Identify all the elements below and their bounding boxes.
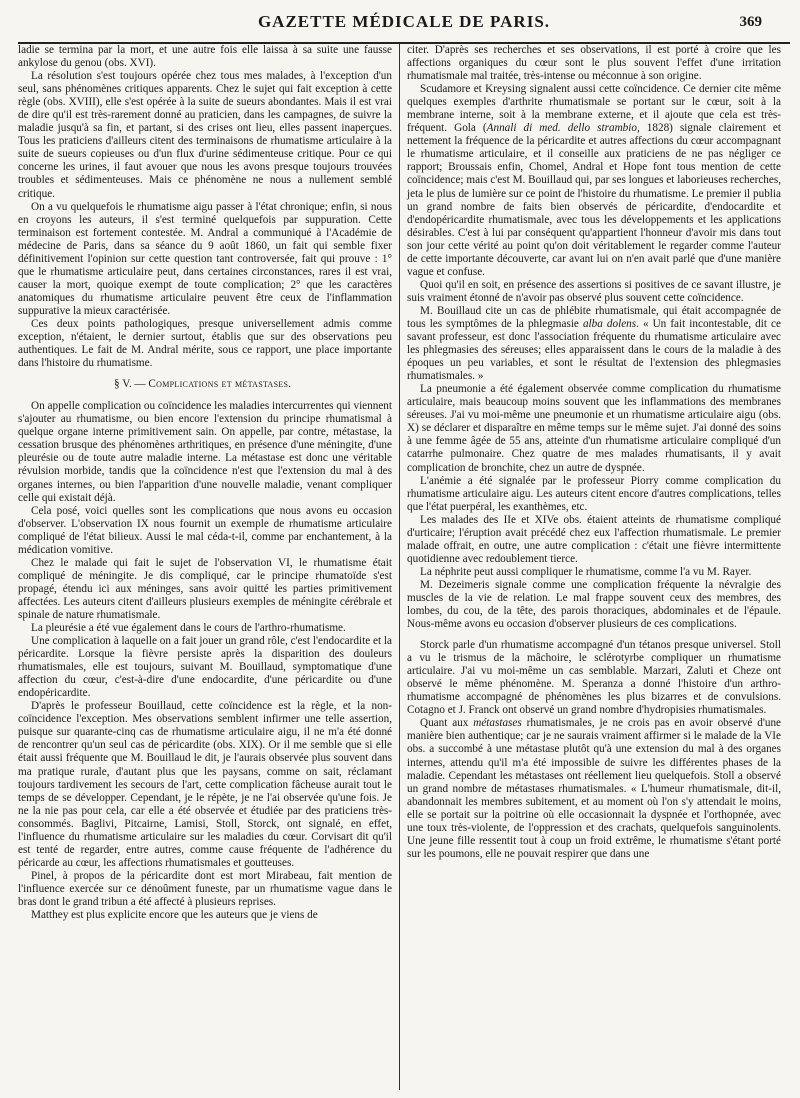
text-run: . « Un fait incontestable, dit ce savant professeur, est donc l'association fréquente du rhumatisme articulaire avec les phlegmasies des séreuses; elles apparaissent dans le cours de la maladie à des époques un peu variables, et sont le résultat de l'extension des phlegmasies rhumatismales. »: [407, 317, 781, 383]
section-title: Complications et métastases.: [148, 378, 292, 391]
page-number: 369: [739, 14, 762, 30]
paragraph: [407, 83, 781, 279]
paragraph: La néphrite peut aussi compliquer le rhumatisme, comme l'a vu M. Rayer.: [420, 565, 752, 578]
paragraph: ladie se termina par la mort, et une autre fois elle laissa à sa suite une fausse ankylose du genou (obs. XVI).: [18, 44, 392, 70]
paragraph: [407, 717, 781, 861]
section-heading: [18, 378, 392, 391]
text-run: , 1828) signale clairement et nettement la fréquence de la péricardite et autres affections du cœur accompagnant le rhumatisme articulaire, et il conseille aux praticiens de ne pas négliger ce rapport; Broussais enfin, Chomel, Andral et Hope font tous mention de cette coïncidence; mais c'est M. Bouillaud qui, par ses longues et laborieuses recherches, jeta le plus de lumière sur ce point de l'histoire du rhumatisme. Le premier il publia un grand nombre de faits bien observés de péricardite, d'endocardite et d'endopéricardite rhumatismale, avec tous les développements et les applications désirables. C'est à lui par conséquent qu'appartient l'honneur d'avoir mis dans tout son jour cette vérité au point qu'on doit véritablement le regarder comme l'auteur de cette importante découverte, car avant lui on n'en avait parlé que d'une manière vague et confuse.: [407, 122, 781, 278]
journal-title: GAZETTE MÉDICALE DE PARIS.: [257, 12, 551, 31]
right-column: [400, 44, 781, 1090]
spacer: [407, 631, 781, 639]
paragraph: La résolution s'est toujours opérée chez tous mes malades, à l'exception d'un seul, sans phénomènes critiques apparents. Chez le sujet qui fait exception à cette règle (obs. XVIII), elle s'est opérée à la suite de sueurs abondantes. Mais il est vrai de dire qu'il est très-rarement donné au praticien, dans les campagnes, de suivre la maladie jusqu'à sa fin, et partant, si des crises ont lieu, elles passent inaperçues. Tous les praticiens d'ailleurs citent des terminaisons de rhumatisme articulaire à la suite de sueurs copieuses ou d'un flux d'urine sédimenteuse critique. Pour ce qui concerne les urines, il faut avouer que nous les avons presque toujours trouvées troubles et sédimenteuses. Mais ce phénomène ne nous a nullement semblé critique.: [18, 70, 392, 200]
text-run: M. Bouillaud cite un cas de phlébite rhumatismale, qui était accompagnée de tous les symptômes de la phlegmasie: [407, 304, 781, 330]
paragraph: Une complication à laquelle on a fait jouer un grand rôle, c'est l'endocardite et la péricardite. Lorsque la fièvre persiste après la disparition des douleurs rhumatismales, elle est toujours, suivant M. Bouillaud, symptomatique d'une affection du cœur, c'est-à-dire d'une endocardite, d'une péricardite ou d'une endopéricardite.: [18, 635, 392, 700]
section-number: § V. —: [114, 378, 149, 391]
paragraph: citer. D'après ses recherches et ses observations, il est porté à croire que les affections organiques du cœur sont le plus souvent l'effet d'une irritation rhumatismale mal traitée, très-intense ou méconnue à son origine.: [407, 44, 781, 83]
paragraph: M. Dezeimeris signale comme une complication fréquente la névralgie des muscles de la vie de relation. Le mal frappe souvent ceux des membres, des lombes, du cou, de la tête, des parois thoraciques, abdominales et de l'épaule. Nous-même avons eu occasion d'observer plusieurs de ces complications.: [407, 578, 781, 631]
paragraph: D'après le professeur Bouillaud, cette coïncidence est la règle, et la non-coïncidence l'exception. Mes observations semblent infirmer une telle assertion, puisque sur quarante-cinq cas de rhumatisme articulaire aigu, il ne m'a été donné de rencontrer qu'un seul cas de péricardite (obs. XIX). Or il me semble que si elle était aussi fréquente que M. Bouillaud le dit, je l'aurais observée plus souvent dans ma pratique rurale, d'autant plus que les paysans, comme on sait, réclamant toujours tardivement les secours de l'art, cette complication fâcheuse aurait tout le temps de se développer. Cependant, je le répète, je ne l'ai observée qu'une fois. Je ne la nie pas pour cela, car elle a été observée et étudiée par des praticiens très-consommés. Baglivi, Pitcairne, Lamisi, Stoll, Storck, ont signalé, en effet, l'influence du rhumatisme articulaire sur les maladies du cœur. Corvisart dit qu'il est tenté de regarder, entre autres, comme cause fréquente de l'adhérence du péricarde au cœur, les affections rhumatismales et goutteuses.: [18, 700, 392, 869]
paragraph: L'anémie a été signalée par le professeur Piorry comme complication du rhumatisme articulaire aigu. Les auteurs citent encore d'autres complications, telles que l'état puerpéral, les exanthèmes, etc.: [407, 474, 781, 513]
paragraph: Storck parle d'un rhumatisme accompagné d'un tétanos presque universel. Stoll a vu le trismus de la mâchoire, le sclérotyrbe compliquer un rhumatisme articulaire. J'ai vu moi-même un cas semblable. Marzari, Zaluti et Cheze ont observé le même phénomène. M. Speranza a donné l'histoire d'un arthro-rhumatisme accompagné de phénomènes les plus bizarres et de convulsions. Cotagno et J. Franck ont observé un grand nombre d'hydropisies rhumatismales.: [407, 639, 781, 717]
paragraph: On a vu quelquefois le rhumatisme aigu passer à l'état chronique; enfin, si nous en croyons les auteurs, il s'est terminé quelquefois par suppuration. Cette terminaison est fortement contestée. M. Andral a communiqué à l'Académie de médecine de Paris, dans sa séance du 9 août 1860, un fait qui semble fixer définitivement l'opinion sur cette question tant controversée, fait qui prouve : 1° que le rhumatisme articulaire peut, dans certaines circonstances, rares il est vrai, causer la mort, quoique exempt de toute complication; 2° que les caractères anatomiques du rhumatisme articulaire peuvent être ceux de l'inflammation suppurative la mieux caractérisée.: [18, 200, 392, 317]
paragraph: Chez le malade qui fait le sujet de l'observation VI, le rhumatisme était compliqué de méningite. Je dis compliqué, car le principe rhumatoïde s'est propagé, étendu ici aux méninges, sans avoir quitté les parties primitivement affectées. Les auteurs citent d'ailleurs plusieurs exemples de méningite cérébrale et spinale de nature rhumatismale.: [18, 556, 392, 621]
paragraph: On appelle complication ou coïncidence les maladies intercurrentes qui viennent s'ajouter au rhumatisme, ou bien encore l'extension du principe rhumatismal à quelque organe interne primitivement sain. On appelle, par contre, métastase, la cessation brusque des phénomènes arthritiques, en présence d'une méningite, d'une pleurésie ou de toute autre maladie interne. La métastase est donc une véritable révulsion morbide, tandis que la coïncidence n'est que l'extension du mal à des organes internes, ou bien l'apparition d'une nouvelle maladie, venant compliquer celle qui existait déjà.: [18, 400, 392, 504]
paragraph: Matthey est plus explicite encore que les auteurs que je viens de: [31, 909, 318, 922]
text-run: rhumatismales, je ne crois pas en avoir observé d'une manière bien authentique; car je ne saurais vraiment affirmer si le malade de la VIe obs. a succombé à une métastase plutôt qu'à une extension du mal à des organes internes, attendu qu'il m'a été impossible de suivre les différentes phases de la maladie. Cependant les métastases ont réellement lieu quelquefois. Stoll a observé un grand nombre de métastases rhumatismales. « L'humeur rhumatismale, dit-il, abandonnait les membres subitement, et au moment où l'on s'y attendait le moins, elle se portait sur la poitrine où elle occasionnait la dyspnée et l'orthopnée, avec une toux très-violente, de l'oppression et des crachats, quelquefois sanguinolents. Une jeune fille ressentit tout à coup un froid extrême, le rhumatisme s'étant porté sur les poumons, elle ne pouvait respirer que dans une: [407, 717, 781, 860]
text-run: Quant aux: [420, 717, 474, 730]
paragraph: Les malades des IIe et XIVe obs. étaient atteints de rhumatisme compliqué d'urticaire; l'éruption avait précédé chez eux l'affection rhumatismale. Le premier malade offrait, en outre, une autre complication : c'était une fièvre intermittente quotidienne avec redoublement tierce.: [407, 513, 781, 565]
text-run: Scudamore et Kreysing signalent aussi cette coïncidence. Ce dernier cite même quelques exemples d'arthrite rhumatismale se portant sur le cœur, soit à la membrane interne, soit à la membrane externe, et il ajoute que cela est très-fréquent. Gola (: [407, 83, 781, 135]
emphasis: métastases: [473, 717, 522, 730]
paragraph: Quoi qu'il en soit, en présence des assertions si positives de ce savant illustre, je suis vraiment étonné de n'avoir pas observé plus souvent cette coïncidence.: [407, 278, 781, 304]
paragraph: La pneumonie a été également observée comme complication du rhumatisme articulaire, mais beaucoup moins souvent que les inflammations des membranes séreuses. J'ai vu moi-même une pneumonie et un rhumatisme articulaire aigu (obs. X) se déclarer et disparaître en même temps sur le même sujet. J'ai donné des soins à une femme âgée de 55 ans, atteinte d'un rhumatisme articulaire compliqué d'un catarrhe pulmonaire. Chez quatre de mes malades rhumatisants, il y avait complication de bronchite, chez un autre de dyspnée.: [407, 383, 781, 474]
journal-citation: Annali di med. dello strambio: [486, 122, 637, 135]
paragraph: Ces deux points pathologiques, presque universellement admis comme exception, n'étaient, le dernier surtout, établis que sur des observations peu authentiques. Le fait de M. Andral mérite, sous ce rapport, une place importante dans l'histoire du rhumatisme.: [18, 317, 392, 370]
two-column-body: [18, 44, 790, 1090]
paragraph: La pleurésie a été vue également dans le cours de l'arthro-rhumatisme.: [31, 622, 346, 635]
left-column: [18, 44, 399, 1090]
paragraph: Pinel, à propos de la péricardite dont est mort Mirabeau, fait mention de l'influence exercée sur ce dénoûment funeste, par un rhumatisme vague dans le bras dont le grand tribun a été affecté à plusieurs reprises.: [18, 869, 392, 908]
latin-term: alba dolens: [582, 317, 637, 330]
page-header: [18, 8, 790, 34]
paragraph: Cela posé, voici quelles sont les complications que nous avons eu occasion d'observer. L'observation IX nous fournit un exemple de rhumatisme articulaire compliqué de l'état bilieux. Aussi le mal céda-t-il, comme par enchantement, à la médication vomitive.: [18, 504, 392, 556]
paragraph: [407, 305, 781, 383]
